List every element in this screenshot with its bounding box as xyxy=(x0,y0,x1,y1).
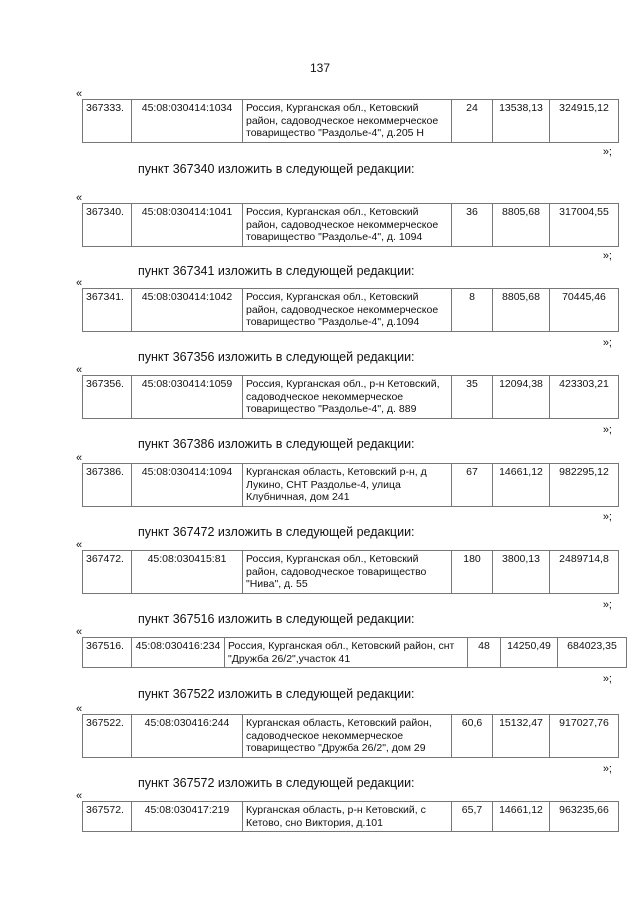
open-quote: « xyxy=(76,626,83,638)
entry-block xyxy=(76,452,616,523)
table-row xyxy=(83,715,619,758)
cadastral-number: 45:08:030415:81 xyxy=(132,551,243,594)
entry-table xyxy=(82,637,627,668)
specific-value: 14661,12 xyxy=(493,464,550,507)
cadastral-value: 684023,35 xyxy=(558,638,627,668)
close-quote: »; xyxy=(602,599,612,611)
address: Россия, Курганская обл., Кетовский район, садоводческое некоммерческое товарищество "Раздолье-4", д. 1094 xyxy=(243,204,452,247)
close-quote: »; xyxy=(602,511,612,523)
specific-value: 13538,13 xyxy=(493,100,550,143)
close-quote: »; xyxy=(602,337,612,349)
area: 180 xyxy=(452,551,493,594)
row-number: 367333. xyxy=(83,100,132,143)
row-number: 367341. xyxy=(83,289,132,332)
section-heading: пункт 367472 изложить в следующей редакции: xyxy=(138,525,415,539)
area: 65,7 xyxy=(452,802,493,832)
entry-block xyxy=(76,192,616,262)
entry-table xyxy=(82,801,619,832)
area: 36 xyxy=(452,204,493,247)
address: Россия, Курганская обл., р-н Кетовский, садоводческое некоммерческое товарищество "Раздолье-4", д. 889 xyxy=(243,376,452,419)
entry-block xyxy=(76,539,616,611)
table-row xyxy=(83,204,619,247)
cadastral-value: 917027,76 xyxy=(550,715,619,758)
area: 60,6 xyxy=(452,715,493,758)
address: Россия, Курганская обл., Кетовский район, садоводческое некоммерческое товарищество "Раздолье-4", д.1094 xyxy=(243,289,452,332)
cadastral-value: 982295,12 xyxy=(550,464,619,507)
cadastral-number: 45:08:030416:244 xyxy=(132,715,243,758)
entry-block xyxy=(76,791,616,841)
address: Россия, Курганская обл., Кетовский район, садоводческое некоммерческое товарищество "Раздолье-4", д.205 Н xyxy=(243,100,452,143)
area: 35 xyxy=(452,376,493,419)
area: 8 xyxy=(452,289,493,332)
entry-table xyxy=(82,288,619,332)
cadastral-value: 324915,12 xyxy=(550,100,619,143)
specific-value: 15132,47 xyxy=(493,715,550,758)
table-row xyxy=(83,802,619,832)
address: Курганская область, Кетовский район, садоводческое некоммерческое товарищество "Дружба 26/2", дом 29 xyxy=(243,715,452,758)
table-row xyxy=(83,100,619,143)
section-heading: пункт 367572 изложить в следующей редакции: xyxy=(138,776,415,790)
entry-table xyxy=(82,463,619,507)
table-row xyxy=(83,551,619,594)
address: Курганская область, р-н Кетовский, с Кетово, сно Виктория, д.101 xyxy=(243,802,452,832)
area: 48 xyxy=(468,638,501,668)
row-number: 367522. xyxy=(83,715,132,758)
section-heading: пункт 367341 изложить в следующей редакции: xyxy=(138,264,415,278)
area: 67 xyxy=(452,464,493,507)
cadastral-number: 45:08:030414:1094 xyxy=(132,464,243,507)
table-row xyxy=(83,638,627,668)
entry-block xyxy=(76,88,616,158)
cadastral-value: 70445,46 xyxy=(550,289,619,332)
table-row xyxy=(83,464,619,507)
cadastral-number: 45:08:030414:1042 xyxy=(132,289,243,332)
entry-block xyxy=(76,627,616,687)
cadastral-number: 45:08:030416:234 xyxy=(132,638,225,668)
page-number: 137 xyxy=(309,61,331,75)
open-quote: « xyxy=(76,364,83,376)
specific-value: 14250,49 xyxy=(501,638,558,668)
close-quote: »; xyxy=(602,424,612,436)
close-quote: »; xyxy=(602,763,612,775)
open-quote: « xyxy=(76,452,83,464)
table-row xyxy=(83,289,619,332)
specific-value: 12094,38 xyxy=(493,376,550,419)
open-quote: « xyxy=(76,790,83,802)
cadastral-number: 45:08:030417:219 xyxy=(132,802,243,832)
entry-table xyxy=(82,99,619,143)
entry-table xyxy=(82,714,619,758)
cadastral-number: 45:08:030414:1034 xyxy=(132,100,243,143)
cadastral-value: 2489714,8 xyxy=(550,551,619,594)
cadastral-value: 317004,55 xyxy=(550,204,619,247)
cadastral-value: 423303,21 xyxy=(550,376,619,419)
entry-table xyxy=(82,203,619,247)
close-quote: »; xyxy=(602,673,612,685)
row-number: 367516. xyxy=(83,638,132,668)
close-quote: »; xyxy=(602,146,612,158)
cadastral-value: 963235,66 xyxy=(550,802,619,832)
section-heading: пункт 367340 изложить в следующей редакции: xyxy=(138,162,415,176)
entry-block xyxy=(76,703,616,775)
open-quote: « xyxy=(76,703,83,715)
table-row xyxy=(83,376,619,419)
section-heading: пункт 367356 изложить в следующей редакции: xyxy=(138,350,415,364)
open-quote: « xyxy=(76,277,83,289)
entry-block xyxy=(76,364,616,436)
row-number: 367356. xyxy=(83,376,132,419)
close-quote: »; xyxy=(602,250,612,262)
address: Россия, Курганская обл., Кетовский район, садоводческое товарищество "Нива", д. 55 xyxy=(243,551,452,594)
specific-value: 14661,12 xyxy=(493,802,550,832)
entry-table xyxy=(82,550,619,594)
open-quote: « xyxy=(76,539,83,551)
entry-table xyxy=(82,375,619,419)
section-heading: пункт 367386 изложить в следующей редакции: xyxy=(138,437,415,451)
cadastral-number: 45:08:030414:1059 xyxy=(132,376,243,419)
entry-block xyxy=(76,277,616,349)
specific-value: 8805,68 xyxy=(493,204,550,247)
cadastral-number: 45:08:030414:1041 xyxy=(132,204,243,247)
open-quote: « xyxy=(76,88,83,100)
row-number: 367386. xyxy=(83,464,132,507)
address: Курганская область, Кетовский р-н, д Лукино, СНТ Раздолье-4, улица Клубничная, дом 241 xyxy=(243,464,452,507)
row-number: 367572. xyxy=(83,802,132,832)
specific-value: 3800,13 xyxy=(493,551,550,594)
section-heading: пункт 367516 изложить в следующей редакции: xyxy=(138,612,415,626)
row-number: 367472. xyxy=(83,551,132,594)
address: Россия, Курганская обл., Кетовский район, снт "Дружба 26/2",участок 41 xyxy=(225,638,468,668)
area: 24 xyxy=(452,100,493,143)
specific-value: 8805,68 xyxy=(493,289,550,332)
row-number: 367340. xyxy=(83,204,132,247)
open-quote: « xyxy=(76,192,83,204)
section-heading: пункт 367522 изложить в следующей редакции: xyxy=(138,687,415,701)
